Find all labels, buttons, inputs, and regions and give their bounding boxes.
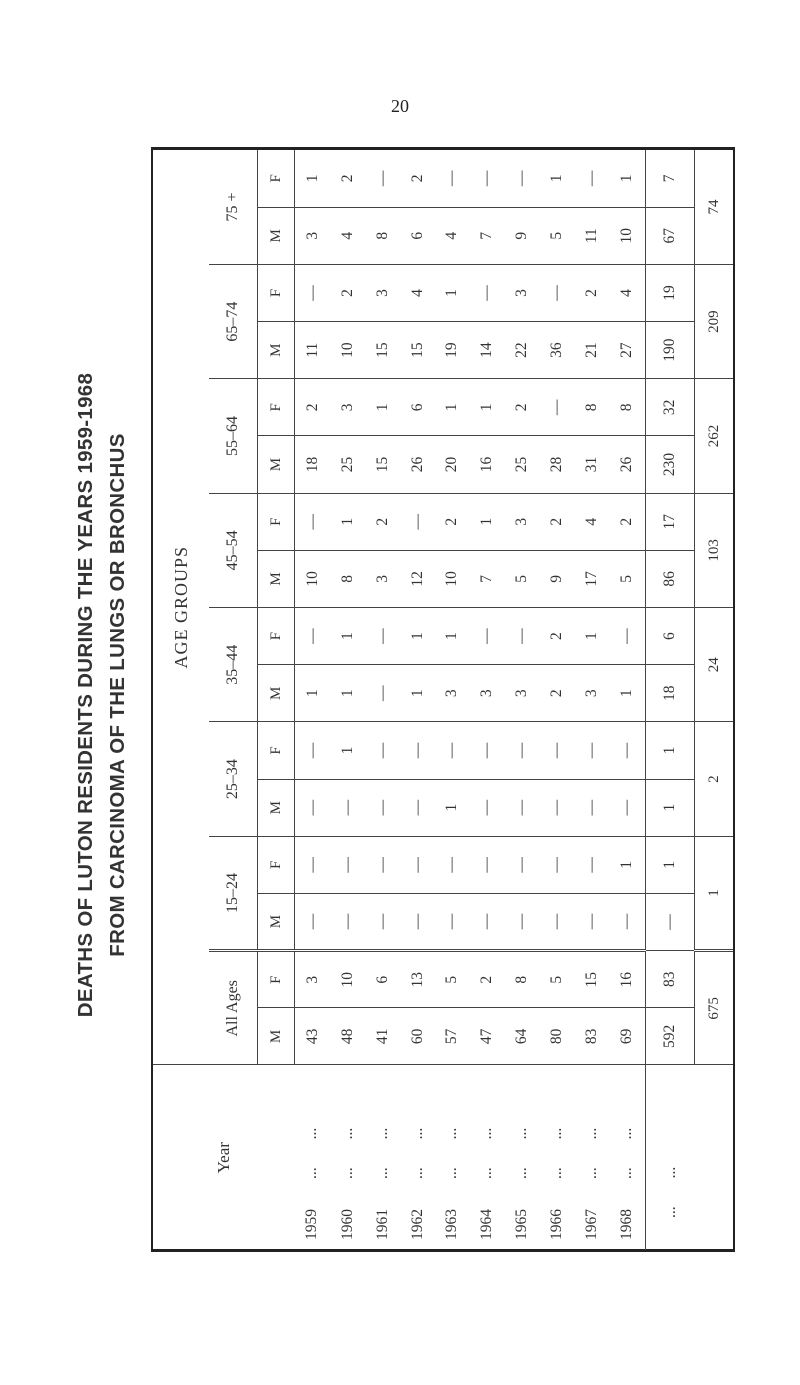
male-header: M xyxy=(258,893,295,950)
female-header: F xyxy=(258,722,295,779)
data-cell: 1 xyxy=(610,665,646,722)
data-cell: — xyxy=(505,836,540,893)
data-cell: — xyxy=(295,264,331,321)
data-cell: 69 xyxy=(610,1008,646,1065)
data-cell: 8 xyxy=(610,379,646,436)
leader-dots: ... xyxy=(303,1167,321,1179)
data-cell: 43 xyxy=(295,1008,331,1065)
data-cell: — xyxy=(540,264,575,321)
data-cell: 3 xyxy=(330,379,365,436)
data-cell: 6 xyxy=(400,379,435,436)
age-group-header: 65–74 xyxy=(209,264,258,378)
data-cell: 3 xyxy=(435,665,470,722)
data-cell: — xyxy=(295,722,331,779)
leader-dots: ... xyxy=(618,1167,636,1179)
data-cell: 17 xyxy=(575,550,610,607)
total-cell: 17 xyxy=(646,493,695,550)
total-cell: 1 xyxy=(646,779,695,836)
year-label: 1961 xyxy=(373,1209,391,1240)
table-row xyxy=(400,150,435,1250)
data-cell: 48 xyxy=(330,1008,365,1065)
total-cell: 190 xyxy=(646,322,695,379)
data-cell: 10 xyxy=(295,550,331,607)
combined-total-cell: 1 xyxy=(695,836,734,950)
leader-dots: ... xyxy=(548,1167,566,1179)
data-cell: — xyxy=(435,722,470,779)
data-cell: 2 xyxy=(330,150,365,207)
male-header: M xyxy=(258,779,295,836)
data-cell: 2 xyxy=(540,608,575,665)
table-row xyxy=(540,150,575,1250)
data-cell: 15 xyxy=(365,436,400,493)
table-row xyxy=(575,150,610,1250)
data-cell: 1 xyxy=(470,493,505,550)
age-group-header: 35–44 xyxy=(209,608,258,722)
data-cell: 2 xyxy=(295,379,331,436)
data-cell: 5 xyxy=(540,207,575,264)
data-cell: — xyxy=(400,493,435,550)
data-cell: 57 xyxy=(435,1008,470,1065)
data-cell: 27 xyxy=(610,322,646,379)
data-cell: 11 xyxy=(575,207,610,264)
data-cell: — xyxy=(575,722,610,779)
leader-dots: ... xyxy=(583,1167,601,1179)
year-cell xyxy=(610,1065,646,1250)
leader-dots: ... xyxy=(548,1127,566,1140)
data-cell: 8 xyxy=(505,951,540,1008)
leader-dots: ... xyxy=(478,1127,496,1140)
data-cell: — xyxy=(435,836,470,893)
data-cell: 4 xyxy=(330,207,365,264)
combined-total-cell: 2 xyxy=(695,722,734,836)
data-cell: 2 xyxy=(610,493,646,550)
year-cell xyxy=(330,1065,365,1250)
leader-dots: ... xyxy=(373,1127,391,1140)
data-cell: 15 xyxy=(575,951,610,1008)
total-cell: 83 xyxy=(646,951,695,1008)
year-cell xyxy=(505,1065,540,1250)
leader-dots: ... xyxy=(338,1127,356,1140)
deaths-table xyxy=(153,150,733,1250)
data-cell: — xyxy=(295,493,331,550)
data-cell: 20 xyxy=(435,436,470,493)
combined-total-cell: 103 xyxy=(695,493,734,607)
female-header: F xyxy=(258,379,295,436)
data-cell: 36 xyxy=(540,322,575,379)
data-cell: 3 xyxy=(505,264,540,321)
data-cell: 64 xyxy=(505,1008,540,1065)
data-cell: 2 xyxy=(330,264,365,321)
data-cell: 2 xyxy=(575,264,610,321)
total-cell: 7 xyxy=(646,150,695,207)
data-cell: 3 xyxy=(470,665,505,722)
data-cell: 6 xyxy=(400,207,435,264)
data-cell: 1 xyxy=(330,665,365,722)
data-cell: 5 xyxy=(435,951,470,1008)
male-header: M xyxy=(258,550,295,607)
data-cell: 41 xyxy=(365,1008,400,1065)
data-cell: 1 xyxy=(400,665,435,722)
data-cell: 26 xyxy=(400,436,435,493)
data-cell: — xyxy=(330,836,365,893)
title-block xyxy=(70,315,160,1075)
data-cell: 1 xyxy=(435,779,470,836)
data-cell: 4 xyxy=(400,264,435,321)
data-cell: 13 xyxy=(400,951,435,1008)
data-cell: 25 xyxy=(505,436,540,493)
data-cell: — xyxy=(610,608,646,665)
data-cell: 18 xyxy=(295,436,331,493)
female-header: F xyxy=(258,150,295,207)
data-cell: — xyxy=(400,893,435,950)
total-cell: 230 xyxy=(646,436,695,493)
data-cell: — xyxy=(575,150,610,207)
data-cell: 1 xyxy=(330,608,365,665)
leader-dots: ... xyxy=(408,1167,426,1179)
female-header: F xyxy=(258,264,295,321)
data-cell: 1 xyxy=(470,379,505,436)
data-cell: 2 xyxy=(540,493,575,550)
data-cell: 2 xyxy=(505,379,540,436)
leader-dots: ... xyxy=(513,1167,531,1179)
data-cell: — xyxy=(540,722,575,779)
combined-total-cell: 24 xyxy=(695,608,734,722)
data-cell: 3 xyxy=(295,951,331,1008)
male-header: M xyxy=(258,665,295,722)
data-cell: — xyxy=(540,379,575,436)
table-row xyxy=(330,150,365,1250)
combined-total-cell: 74 xyxy=(695,150,734,264)
leader-dots: ... xyxy=(583,1127,601,1140)
total-cell: 86 xyxy=(646,550,695,607)
table-row xyxy=(505,150,540,1250)
year-cell xyxy=(400,1065,435,1250)
year-label: 1967 xyxy=(583,1209,601,1240)
data-cell: 3 xyxy=(575,665,610,722)
data-cell: 1 xyxy=(610,836,646,893)
age-group-header: 75 + xyxy=(209,150,258,264)
total-cell: 67 xyxy=(646,207,695,264)
data-cell: — xyxy=(610,779,646,836)
data-cell: — xyxy=(365,722,400,779)
data-cell: — xyxy=(540,893,575,950)
data-cell: — xyxy=(575,779,610,836)
year-label: 1968 xyxy=(618,1209,636,1240)
data-cell: 4 xyxy=(435,207,470,264)
data-cell: — xyxy=(540,836,575,893)
data-cell: — xyxy=(330,893,365,950)
table-row xyxy=(295,150,331,1250)
combined-total-cell: 209 xyxy=(695,264,734,378)
data-cell: 1 xyxy=(610,150,646,207)
data-cell: — xyxy=(470,264,505,321)
total-cell: 1 xyxy=(646,836,695,893)
total-cell: 1 xyxy=(646,722,695,779)
data-cell: 2 xyxy=(365,493,400,550)
data-cell: 60 xyxy=(400,1008,435,1065)
data-cell: 7 xyxy=(470,550,505,607)
data-cell: 12 xyxy=(400,550,435,607)
data-cell: 2 xyxy=(540,665,575,722)
data-cell: 1 xyxy=(365,379,400,436)
data-cell: 5 xyxy=(610,550,646,607)
data-cell: — xyxy=(575,893,610,950)
year-label: 1965 xyxy=(513,1209,531,1240)
total-label-cell xyxy=(646,1065,695,1250)
year-header: Year xyxy=(213,1142,233,1174)
data-cell: — xyxy=(505,608,540,665)
combined-row xyxy=(695,150,734,1250)
table-row xyxy=(470,150,505,1250)
total-cell: — xyxy=(646,893,695,950)
data-cell: — xyxy=(505,779,540,836)
data-cell: 10 xyxy=(610,207,646,264)
age-group-header: 45–54 xyxy=(209,493,258,607)
leader-dots: ... xyxy=(303,1127,321,1140)
data-cell: — xyxy=(575,836,610,893)
data-cell: — xyxy=(610,893,646,950)
data-cell: 1 xyxy=(435,608,470,665)
data-cell: 6 xyxy=(365,951,400,1008)
data-cell: 31 xyxy=(575,436,610,493)
data-cell: — xyxy=(295,893,331,950)
data-cell: 3 xyxy=(295,207,331,264)
data-cell: 10 xyxy=(435,550,470,607)
data-cell: 10 xyxy=(330,951,365,1008)
year-label: 1959 xyxy=(303,1209,321,1240)
age-group-header: 25–34 xyxy=(209,722,258,836)
total-cell: 6 xyxy=(646,608,695,665)
data-cell: 16 xyxy=(610,951,646,1008)
male-header: M xyxy=(258,322,295,379)
data-cell: — xyxy=(470,150,505,207)
data-cell: 25 xyxy=(330,436,365,493)
data-cell: 1 xyxy=(330,722,365,779)
data-cell: — xyxy=(435,150,470,207)
leader-dots: ... xyxy=(513,1127,531,1140)
male-header: M xyxy=(258,1008,295,1065)
data-cell: 1 xyxy=(575,608,610,665)
table-row xyxy=(365,150,400,1250)
data-cell: 1 xyxy=(435,264,470,321)
data-cell: — xyxy=(295,836,331,893)
data-cell: 9 xyxy=(540,550,575,607)
female-header: F xyxy=(258,836,295,893)
data-cell: 80 xyxy=(540,1008,575,1065)
data-cell: 2 xyxy=(470,951,505,1008)
data-cell: 3 xyxy=(365,550,400,607)
data-cell: — xyxy=(365,836,400,893)
data-cell: 8 xyxy=(330,550,365,607)
leader-dots: ... xyxy=(373,1167,391,1179)
year-cell xyxy=(435,1065,470,1250)
data-cell: — xyxy=(435,893,470,950)
total-cell: 18 xyxy=(646,665,695,722)
leader-dots: ... xyxy=(478,1167,496,1179)
data-cell: 1 xyxy=(295,665,331,722)
total-cell: 32 xyxy=(646,379,695,436)
year-cell xyxy=(295,1065,331,1250)
leader-dots: ... xyxy=(338,1167,356,1179)
data-cell: 15 xyxy=(365,322,400,379)
leader-dots: ... xyxy=(443,1167,461,1179)
data-cell: — xyxy=(470,608,505,665)
female-header: F xyxy=(258,951,295,1008)
data-cell: 3 xyxy=(505,665,540,722)
data-cell: 5 xyxy=(505,550,540,607)
total-cell: 592 xyxy=(646,1008,695,1065)
page-number: 20 xyxy=(391,96,409,116)
data-cell: — xyxy=(505,893,540,950)
year-label: 1960 xyxy=(338,1209,356,1240)
data-cell: 1 xyxy=(330,493,365,550)
data-cell: 15 xyxy=(400,322,435,379)
age-group-header: 15–24 xyxy=(209,836,258,950)
data-cell: — xyxy=(330,779,365,836)
data-cell: — xyxy=(505,722,540,779)
leader-dots: ... xyxy=(662,1206,680,1218)
data-cell: 5 xyxy=(540,951,575,1008)
data-cell: — xyxy=(470,722,505,779)
male-header: M xyxy=(258,436,295,493)
data-cell: 8 xyxy=(575,379,610,436)
title-line-1: DEATHS OF LUTON RESIDENTS DURING THE YEARS 1959-1968 xyxy=(74,372,97,1018)
data-cell: 11 xyxy=(295,322,331,379)
data-cell: — xyxy=(610,722,646,779)
data-cell: 3 xyxy=(505,493,540,550)
data-cell: — xyxy=(400,779,435,836)
total-row xyxy=(646,150,695,1250)
rotated-table-wrapper xyxy=(153,150,733,1250)
data-cell: 4 xyxy=(610,264,646,321)
leader-dots: ... xyxy=(443,1127,461,1140)
age-groups-header: AGE GROUPS xyxy=(153,150,209,1065)
year-label: 1962 xyxy=(408,1209,426,1240)
data-cell: — xyxy=(365,608,400,665)
data-cell: 14 xyxy=(470,322,505,379)
data-cell: — xyxy=(365,150,400,207)
data-cell: — xyxy=(400,722,435,779)
data-cell: 1 xyxy=(295,150,331,207)
data-cell: — xyxy=(365,665,400,722)
male-header: M xyxy=(258,207,295,264)
data-cell: 47 xyxy=(470,1008,505,1065)
data-cell: — xyxy=(540,779,575,836)
data-cell: — xyxy=(295,779,331,836)
year-label: 1966 xyxy=(548,1209,566,1240)
combined-blank-cell xyxy=(695,1065,734,1250)
data-cell: 83 xyxy=(575,1008,610,1065)
data-cell: 28 xyxy=(540,436,575,493)
table-row xyxy=(610,150,646,1250)
year-cell xyxy=(575,1065,610,1250)
combined-total-cell: 675 xyxy=(695,951,734,1065)
leader-dots: ... xyxy=(618,1127,636,1140)
data-cell: 19 xyxy=(435,322,470,379)
leader-dots: ... xyxy=(662,1166,680,1179)
year-cell xyxy=(470,1065,505,1250)
data-cell: — xyxy=(470,779,505,836)
age-group-header: 55–64 xyxy=(209,379,258,493)
female-header: F xyxy=(258,608,295,665)
data-cell: 22 xyxy=(505,322,540,379)
data-cell: — xyxy=(365,893,400,950)
data-cell: — xyxy=(470,893,505,950)
total-cell: 19 xyxy=(646,264,695,321)
combined-total-cell: 262 xyxy=(695,379,734,493)
data-cell: 8 xyxy=(365,207,400,264)
data-cell: 1 xyxy=(400,608,435,665)
data-cell: — xyxy=(365,779,400,836)
title-line-2: FROM CARCINOMA OF THE LUNGS OR BRONCHUS xyxy=(106,433,129,957)
data-cell: 26 xyxy=(610,436,646,493)
data-cell: 1 xyxy=(540,150,575,207)
leader-dots: ... xyxy=(408,1127,426,1140)
data-cell: 2 xyxy=(435,493,470,550)
year-label: 1964 xyxy=(478,1209,496,1240)
data-cell: — xyxy=(295,608,331,665)
data-cell: 7 xyxy=(470,207,505,264)
data-cell: — xyxy=(400,836,435,893)
data-cell: 2 xyxy=(400,150,435,207)
data-cell: 16 xyxy=(470,436,505,493)
age-group-header: All Ages xyxy=(209,951,258,1065)
year-cell xyxy=(540,1065,575,1250)
data-cell: — xyxy=(505,150,540,207)
data-cell: 1 xyxy=(435,379,470,436)
data-cell: 10 xyxy=(330,322,365,379)
year-label: 1963 xyxy=(443,1209,461,1240)
data-cell: 3 xyxy=(365,264,400,321)
data-cell: 21 xyxy=(575,322,610,379)
data-cell: 9 xyxy=(505,207,540,264)
female-header: F xyxy=(258,493,295,550)
year-cell xyxy=(365,1065,400,1250)
data-cell: 4 xyxy=(575,493,610,550)
table-row xyxy=(435,150,470,1250)
data-cell: — xyxy=(470,836,505,893)
